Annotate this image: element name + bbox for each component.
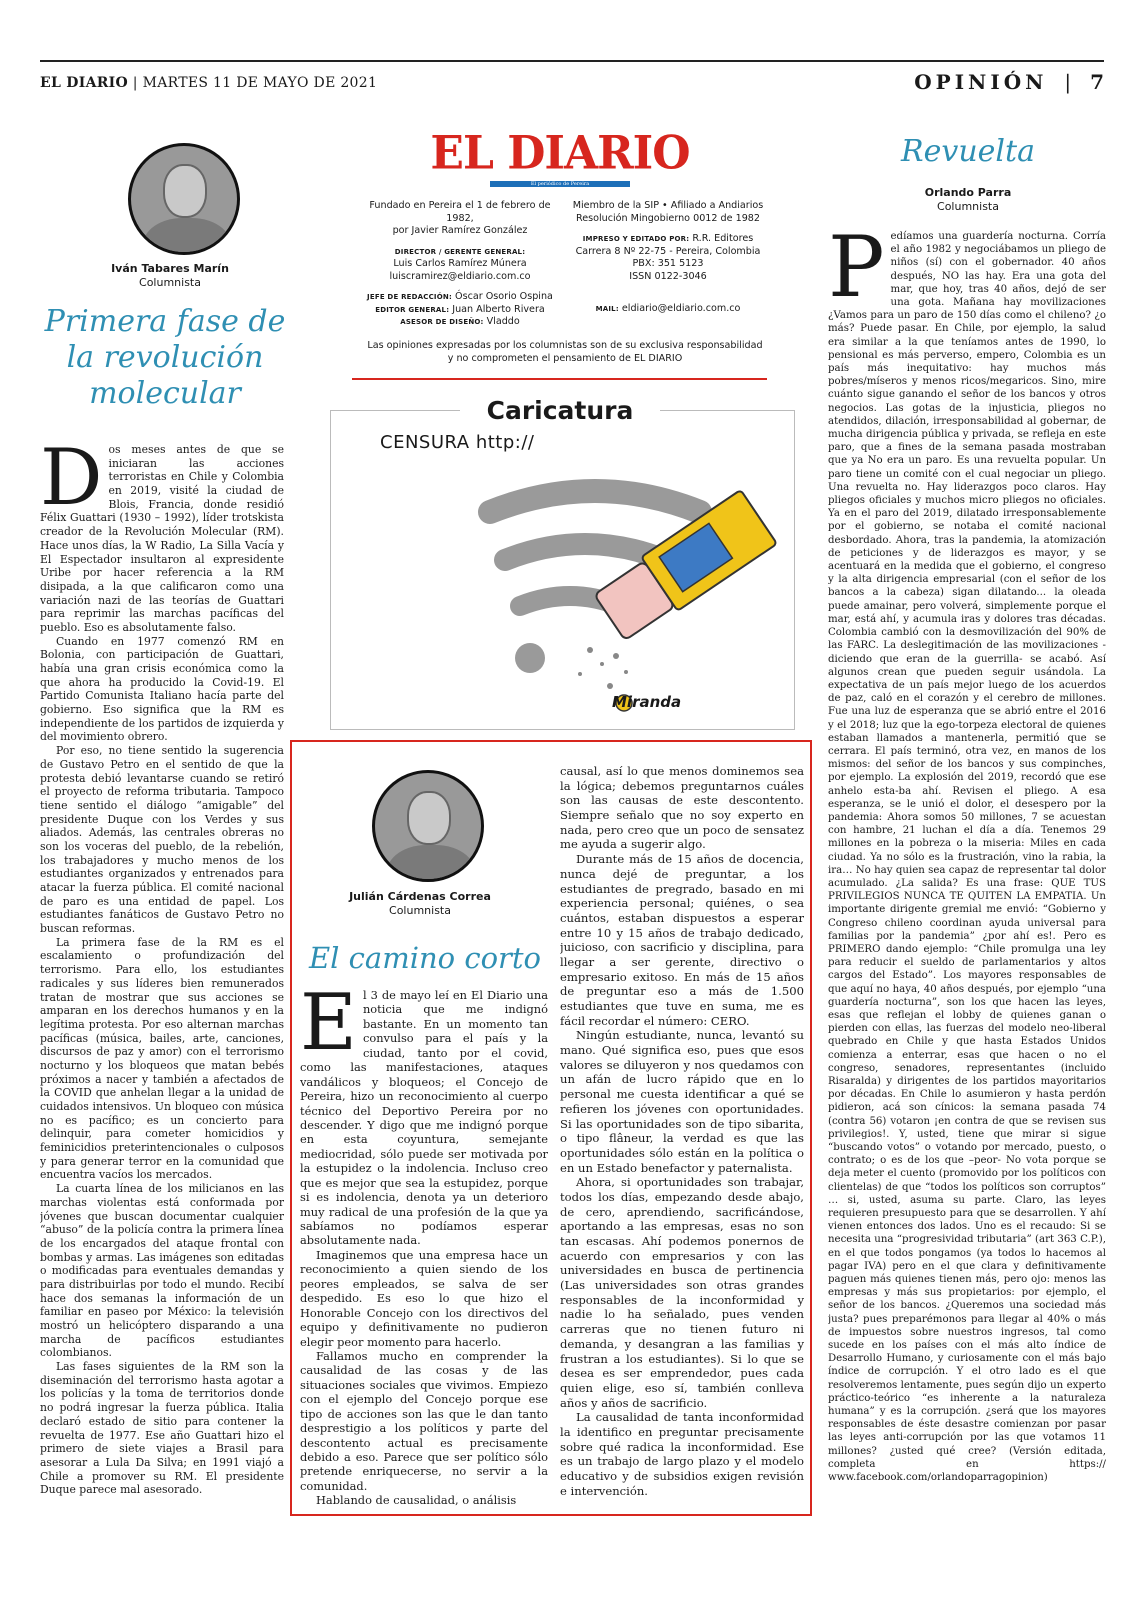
author-role: Columnista [139, 276, 201, 289]
top-rule [40, 60, 1104, 62]
header-separator-right: | [1064, 70, 1072, 94]
masthead-right-block [568, 200, 768, 316]
header-separator: | [132, 75, 138, 91]
paragraph: Las fases siguientes de la RM son la diseminación del terrorismo hasta agotar a los policías y la toma de territorios donde no podrá ingresar la fuerza pública. Italia declaró estado de sitio para contener la revuelta de 1977. Ese año Guattari hizo el primero de siete viajes a Brasil para asesorar a Lula Da Silva; en 1991 viajó a Chile a promover su RM. El presidente Duque parece mal asesorado. [40, 1360, 284, 1497]
cartoon-signature: Miranda [612, 693, 682, 711]
paragraph: edíamos una guardería nocturna. Corría el año 1982 y negociábamos un pliego de niños (sí) con el gobernador. 40 años después, NO las hay. Era una gota del mar, que hoy, tras 40 años, dejó de ser una gota. Mañana hay movilizaciones ¿Vamos para un paro de 150 días como el chileno? ¿o más? Puede pasar. En Chile, por ejemplo, la salud era similar a la que teníamos antes de 1990, lo pensional es más perverso, empero, Colombia es un país más inequitativo: hay muchos más pobres/míseros y menos ricos/megaricos. Sino, mire cuánto sigue ganando el señor de los bancos y otros negocios. Las gotas de la injusticia, pliegos no atendidos, dilación, irresponsabilidad al gobernar, de mucha dirigencia pública y privada, se refleja en este paro, que a fines de la semana pasada mostraban que ya No era un paro. Es una revuelta popular. Un paro tiene un comité con el cual negociar un pliego. Una revuelta no. Hay liderazgos poco claros. Hay pliegos oficiales y muchos micro pliegos no oficiales. Ya en el paro del 2019, dilatado irresponsablemente por el gobierno, se notaba el comité nacional desbordado. Ahora, tras la pandemia, la atomización de peticiones y de liderazgos es mayor, y se acentuará en la medida que el gobierno, el congreso y la alta dirigencia empresarial (con el señor de los bancos a la cabeza) sigan dilatando... la oleada puede amainar, pero volverá, simplemente porque el mar, está ahí, y acumula iras y dolores tras décadas. Colombia cambió con la desmovilización del 90% de las FARC. La deslegitimación de las movilizaciones -diciendo que eran de la guerrilla- se acabó. Así algunos crean que pueden seguir usándola. La expectativa de un país mejor luego de los acuerdos de paz, caló en el corazón y el cerebro de millones. Fue una luz de esperanza que se abrió entre el 2016 y el 2018; luz que la ego-torpeza electoral de quienes estaban llamados a mantenerla, permitió que se cerrara. El país terminó, otra vez, en manos de los mismos: del señor de los bancos y sus compinches, por ejemplo. La explosión del 2019, recordó que ese anhelo esta-ba ahí. Revisen el pliego. A esa esperanza, se le unió el dolor, el desespero por la pandemia: Ahora somos 50 millones, 7 se acuestan con hambre, 21 luchan el día a día. Tenemos 29 millones en la pobreza o la miseria: Miles en cada ciudad. Ya no sólo es la frustración, vino la rabia, la ira… No hay quien sea capaz de representar tal dolor acumulado. ¿La salida? Es una frase: QUE TUS PRIVILEGIOS NUNCA TE QUITEN LA EMPATIA. Un importante dirigente gremial me envió: “Gobierno y Congreso chileno coordinan ayuda universal para familias por la pandemia” ¿por ahí es!. Pero es PRIMERO dando ejemplo: “Chile promulga una ley para reducir el sueldo de parlamentarios y altos cargos del Estado”. Los mayores responsables de que aquí no haya, 40 años después, por ejemplo “una guardería nocturna”, son los que hacen las leyes, esas que reflejan el lobby de quienes ganan o pierden con ellas, las fuerzas del modelo neo-liberal quebrado en Chile y que hasta Estados Unidos comienza a enterrar, esas que hacen o no el congreso, senadores, representantes (incluido Risaralda) y dirigentes de los partidos mayoritarios por décadas. En Chile lo asumieron y hasta perdón pidieron, acá son cínicos: la semana pasada 74 (contra 56) votaron ¡en contra de que se revisen sus privilegios!. Y, usted, tiene que mirar si sigue “buscando votos” o votando por mercado, puesto, o contrato; o es de los que –peor- No vota porque se deja meter el cuento (promovido por los políticos con clientelas) de que “todos los políticos son corruptos” … si, usted, asuma su parte. Claro, las leyes requieren presupuesto para que se desarrollen. Y ahí vienen entonces dos lados. Uno es el recaudo: Si se necesita una “progresividad tributaria” (art 363 C.P.), en el que todos pongamos (ya todos lo hacemos al pagar IVA) pero en el que clara y definitivamente paguen más quienes tienen más, pero ojo: menos las empresas y más sus propietarios: por ejemplo, el señor de los bancos. ¿Queremos una sociedad más justa? pues preparémonos para llegar al 40% o más de impuestos sobre nuestros ingresos, tal como sucede en los países con el más alto índice de Desarrollo Humano, y curiosamente con el más bajo índice de corrupción. Y el otro lado es el que resolveremos lentamente, pues según dijo un experto práctico-teórico “es inherente a la naturaleza humana” y es la corrupción. ¿será que los mayores responsables de éste desastre comienzan por pasar las leyes anti-corrupción por las que votamos 11 millones? ¿usted qué cree? (Versión editada, completa en https:// www.facebook.com/orlandoparragopinion) [828, 231, 1106, 1484]
founded-line: por Javier Ramírez González [392, 225, 528, 236]
impreso-label: IMPRESO Y EDITADO POR: [582, 235, 690, 243]
paragraph: Imaginemos que una empresa hace un reconocimiento a quien siendo de los peores empleados, se salva de ser despedido. Es eso lo que hizo el Honorable Concejo con los directivos del equipo y definitivamente no pudieron elegir peor momento para hacerlo. [300, 1247, 548, 1349]
page-number: 7 [1090, 70, 1104, 94]
byline-center [320, 890, 520, 918]
founded-line: Fundado en Pereira el 1 de febrero de 1982, [369, 200, 551, 224]
paper-logo: EL DIARIO [430, 126, 690, 181]
paragraph: Ahora, si oportunidades son trabajar, todos los días, empezando desde abajo, de cero, aprendiendo, sacrificándose, aportando a las empresas, esas no son tan escasas. Ahí podemos ponernos de acuerdo con empresarios y con las universidades en busca de pertinencia (Las universidades son otras grandes responsables de la inconformidad y nadie lo ha señalado, pues venden carreras que no tienen futuro ni demanda, y desangran a las familias y frustran a los estudiantes). Si lo que se desea es ser emprendedor, pues cada quien elige, eso sí, también conlleva años y años de sacrificio. [560, 1175, 804, 1410]
dropcap: P [828, 230, 885, 316]
article-body-center-a [300, 988, 548, 1508]
cartoon-illustration [380, 460, 780, 730]
director-label: DIRECTOR / GERENTE GENERAL: [394, 247, 526, 256]
cartoon-caption: CENSURA http:// [380, 432, 535, 453]
jefe-label: JEFE DE REDACCIÓN: [367, 293, 452, 301]
paragraph: Fallamos mucho en comprender la causalidad de las cosas y de las situaciones sociales que vivimos. Empiezo con el ejemplo del Concejo porque ese tipo de acciones son las que le dan tanto desprestigio a los políticos y parte del descontento actual es precisamente debido a eso. Parece que ser político sólo pretende enriquecerse, no servir a la comunidad. [300, 1348, 548, 1493]
article-body-left [40, 443, 284, 1533]
cartoon-title: Caricatura [460, 396, 660, 425]
asesor-label: ASESOR DE DISEÑO: [400, 318, 484, 326]
author-role: Columnista [389, 904, 451, 917]
editor-label: EDITOR GENERAL: [375, 305, 450, 314]
paragraph: Por eso, no tiene sentido la sugerencia de Gustavo Petro en el sentido de que la protesta debió levantarse cuando se retiró el proyecto de reforma tributaria. Tampoco tiene sentido el diálogo “amigable” del presidente Duque con los Verdes y sus aliados. Además, las centrales obreras no son los voceras del pueblo, de la rebelión, los trabajadores y mucho menos de los estudiantes organizados y entrenados para atacar la fuerza pública. El comité nacional de paro es una entidad de papel. Los estudiantes fanáticos de Gustavo Petro no buscan reformas. [40, 744, 284, 936]
byline-right [830, 186, 1106, 214]
running-header-right [914, 70, 1104, 94]
mail-address: eldiario@eldiario.com.co [621, 303, 741, 314]
asesor-name: Vladdo [486, 316, 520, 327]
running-header-left [40, 75, 377, 91]
paragraph: os meses antes de que se iniciaran las acciones terroristas en Chile y Colombia en 2019, visité la ciudad de Blois, Francia, donde residió Félix Guattari (1930 – 1992), líder trotskista creador de la Revolución Molecular (RM). Hace unos días, la W Radio, La Silla Vacía y El Espectador insultaron al expresidente Uribe por hacer referencia a la RM disipada, a la que calificaron como una variación nazi de las teorías de Guattari para reprimir las marchas pacíficas del pueblo. Eso es absolutamente falso. [40, 443, 284, 634]
director-email: luiscramirez@eldiario.com.co [389, 270, 531, 282]
author-photo-center [372, 770, 484, 882]
dropcap: E [300, 988, 357, 1068]
mail-label: MAIL: [595, 305, 619, 313]
impreso-line: PBX: 351 5123 [632, 258, 704, 269]
masthead [360, 128, 760, 187]
director-name: Luis Carlos Ramírez Múnera [393, 258, 527, 269]
paragraph: Durante más de 15 años de docencia, nunca dejé de preguntar, a los estudiantes de pregrado, basado en mi experiencia personal; quiénes, o sea cuántos, estaban dispuestos a esperar entre 10 y 15 años de trabajo dedicado, juicioso, con sacrificio y disciplina, para llegar a ser gerente, directivo o empresario exitoso. En más de 15 años de preguntar eso a más de 1.500 estudiantes que tuve en suma, me es fácil recordar el número: CERO. [560, 852, 804, 1028]
member-line: Resolución Mingobierno 0012 de 1982 [575, 212, 761, 224]
article-body-right [828, 230, 1106, 1530]
disclaimer-line: y no comprometen el pensamiento de EL DIARIO [447, 352, 683, 364]
impreso-line: Carrera 8 Nº 22-75 - Pereira, Colombia [575, 245, 761, 257]
member-line: Miembro de la SIP • Afiliado a Andiarios [572, 200, 764, 211]
disclaimer [360, 340, 770, 365]
author-name: Iván Tabares Marín [111, 262, 229, 275]
paper-name: EL DIARIO [40, 75, 129, 91]
paragraph: Cuando en 1977 comenzó RM en Bolonia, con participación de Guattari, había una gran crisis económica como la que ahora ha producido la Covid-19. El Partido Comunista Italiano hacía parte del gobierno. Eso significa que la RM es independiente de los partidos de izquierda y del movimiento obrero. [40, 634, 284, 744]
paragraph: l 3 de mayo leí en El Diario una noticia que me indignó bastante. En un momento tan convulso para el país y la ciudad, tanto por el covid, como las manifestaciones, ataques vandálicos y bloqueos; el Concejo de Pereira, hizo un reconocimiento al cuerpo técnico del Deportivo Pereira por no descender. Y digo que me indignó porque en esta coyuntura, semejante mediocridad, sólo puede ser motivada por la estupidez o la indolencia. Incluso creo que es mejor que sea la estupidez, porque si es indolencia, denota ya un deterioro muy radical de una profesión de la que ya sabíamos no podíamos esperar absolutamente nada. [300, 988, 548, 1248]
masthead-red-rule [352, 378, 767, 380]
paragraph: La causalidad de tanta inconformidad la identifico en preguntar precisamente sobre qué radica la inconformidad. Ese es un trabajo de largo plazo y el modelo educativo y de subsidios exigen revisión e intervención. [560, 1410, 804, 1498]
avatar-face [407, 791, 451, 845]
jefe-name: Óscar Osorio Ospina [455, 291, 553, 302]
masthead-left-block [360, 200, 560, 329]
avatar-face [163, 164, 207, 218]
impreso-line: R.R. Editores [692, 233, 754, 244]
paragraph: Hablando de causalidad, o análisis [316, 1493, 517, 1508]
issue-date: MARTES 11 DE MAYO DE 2021 [142, 75, 378, 91]
impreso-line: ISSN 0122-3046 [629, 270, 707, 282]
article-body-center-b [560, 764, 804, 1508]
avatar-body [143, 218, 231, 255]
author-role: Columnista [937, 200, 999, 213]
dropcap: D [40, 443, 103, 523]
author-photo-left [128, 143, 240, 255]
headline-center: El camino corto [309, 941, 541, 975]
paragraph: Ningún estudiante, nunca, levantó su mano. Qué significa eso, pues que esos valores se diluyeron y nos quedamos con un afán de lucro rápido que en lo personal me cuesta identificar a qué se refieren los jóvenes con oportunidades. Si las oportunidades son de tipo sibarita, o tipo flâneur, la verdad es que las oportunidades sólo están en la política o en un Estado benefactor y paternalista. [560, 1028, 804, 1175]
paragraph: causal, así lo que menos dominemos sea la lógica; debemos preguntarnos cuáles son las causas de este descontento. Siempre señalo que no soy experto en nada, pero creo que un poco de sensatez me ayuda a sugerir algo. [560, 764, 804, 852]
editor-name: Juan Alberto Rivera [452, 303, 545, 315]
avatar-body [387, 845, 475, 882]
author-name: Orlando Parra [924, 186, 1012, 199]
eraser-crumbs [578, 647, 628, 689]
paragraph: La cuarta línea de los milicianos en las marchas violentas está conformada por jóvenes que buscan documentar cualquier “abuso” de la policía contra la primera línea de los encargados del ataque frontal con bombas y armas. Las imágenes son editadas o modificadas para eventuales demandas y para distribuirlas por todo el mundo. Recibí hace dos semanas la información de un familiar en paseo por México: la televisión mostró un helicóptero disparando a una marcha de pacíficos estudiantes colombianos. [40, 1182, 284, 1360]
author-name: Julián Cárdenas Correa [349, 890, 491, 903]
section-name: OPINIÓN [914, 70, 1048, 94]
byline-left [60, 262, 280, 290]
paragraph: La primera fase de la RM es el escalamiento o profundización del terrorismo. Para ello, los estudiantes radicales y sus líderes bien remunerados tratan de mostrar que sus acciones se amparan en los derechos humanos y en la legítima protesta. Por eso alternan marchas pacíficas (música, bailes, arte, canciones, discursos de paz y amor) con el terrorismo nocturno y los bloqueos que matan bebés próximos a nacer y también a afectados de la COVID que anhelan llegar a la unidad de cuidados intensivos. Un bloqueo con música no es pacífico; es un concierto para delinquir, para cometer homicidios y feminicidios preterintencionales o culposos y para generar terror en la comunidad que encuentra vacíos los mercados. [40, 935, 284, 1182]
headline-right: Revuelta [901, 134, 1035, 169]
disclaimer-line: Las opiniones expresadas por los columnistas son de su exclusiva responsabilidad [367, 340, 763, 351]
headline-left: Primera fase de la revolución molecular [44, 304, 286, 411]
logo-tagline: El periódico de Pereira [490, 181, 630, 187]
